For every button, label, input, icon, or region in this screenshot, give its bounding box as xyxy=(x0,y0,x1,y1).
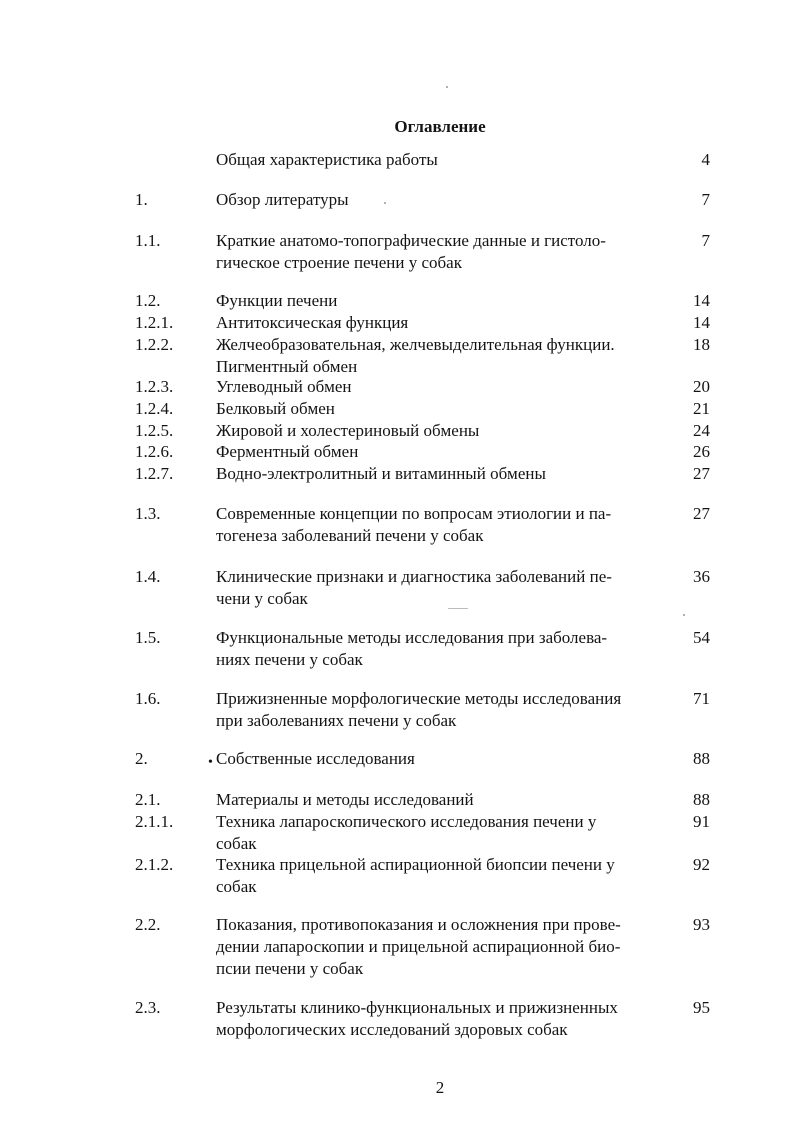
toc-entry-title-line: собак xyxy=(216,834,257,853)
toc-entry-page: 71 xyxy=(693,689,710,708)
scan-speck xyxy=(448,608,468,609)
toc-entry-title-line: чени у собак xyxy=(216,589,308,608)
toc-entry-number: 1. xyxy=(135,190,148,209)
toc-entry-title-line: Белковый обмен xyxy=(216,399,335,418)
toc-entry-title xyxy=(216,376,666,398)
toc-entry-title-line: Собственные исследования xyxy=(216,749,415,768)
toc-entry-title xyxy=(216,627,666,671)
toc-entry-number: 1.6. xyxy=(135,689,161,708)
toc-entry-title-line: Пигментный обмен xyxy=(216,357,358,376)
toc-entry-number: 1.4. xyxy=(135,567,161,586)
toc-entry-title-line: Ферментный обмен xyxy=(216,442,359,461)
toc-entry-title-line: Прижизненные морфологические методы исследования xyxy=(216,689,622,708)
toc-entry-number: 2. xyxy=(135,749,148,768)
toc-entry-number: 2.1.1. xyxy=(135,812,174,831)
toc-entry-number: 2.3. xyxy=(135,998,161,1017)
toc-entry-title-line: Техника прицельной аспирационной биопсии печени у xyxy=(216,855,615,874)
toc-entry-page: 92 xyxy=(693,855,710,874)
toc-entry-number: 1.2. xyxy=(135,291,161,310)
toc-entry-title-line: Современные концепции по вопросам этиологии и па- xyxy=(216,504,612,523)
toc-entry-number: 1.3. xyxy=(135,504,161,523)
toc-entry-title xyxy=(216,334,666,378)
toc-entry-title-line: Краткие анатомо-топографические данные и гистоло- xyxy=(216,231,606,250)
toc-entry-page: 4 xyxy=(701,150,710,169)
toc-entry-title-line: Антитоксическая функция xyxy=(216,313,409,332)
toc-entry-title xyxy=(216,398,666,420)
toc-entry-page: 18 xyxy=(693,335,710,354)
toc-entry-title xyxy=(216,230,666,274)
toc-entry-title xyxy=(216,441,666,463)
toc-entry-title-line: тогенеза заболеваний печени у собак xyxy=(216,526,484,545)
toc-entry-number: 1.1. xyxy=(135,231,161,250)
toc-entry-number: 2.1.2. xyxy=(135,855,174,874)
toc-entry-title xyxy=(216,914,666,980)
toc-entry-title xyxy=(216,420,666,442)
toc-entry-number: 1.2.1. xyxy=(135,313,174,332)
toc-entry-page: 88 xyxy=(693,790,710,809)
toc-entry-title xyxy=(216,566,666,610)
toc-entry-page: 14 xyxy=(693,291,710,310)
toc-entry-title xyxy=(216,503,666,547)
toc-entry-title-line: псии печени у собак xyxy=(216,959,364,978)
toc-entry-number: 2.2. xyxy=(135,915,161,934)
toc-entry-title-line: Функции печени xyxy=(216,291,338,310)
toc-entry-title xyxy=(216,189,666,211)
toc-entry-title-line: ниях печени у собак xyxy=(216,650,363,669)
toc-entry-page: 21 xyxy=(693,399,710,418)
toc-entry-page: 93 xyxy=(693,915,710,934)
toc-entry-title xyxy=(216,748,666,770)
toc-entry-title-line: собак xyxy=(216,877,257,896)
toc-entry-title-line: Водно-электролитный и витаминный обмены xyxy=(216,464,546,483)
toc-entry-title-line: Общая характеристика работы xyxy=(216,150,438,169)
toc-entry-number: 1.2.7. xyxy=(135,464,174,483)
toc-entry-title-line: дении лапароскопии и прицельной аспирационной био- xyxy=(216,937,621,956)
toc-entry-page: 88 xyxy=(693,749,710,768)
toc-entry-page: 14 xyxy=(693,313,710,332)
toc-entry-number: 1.2.5. xyxy=(135,421,174,440)
toc-entry-number: 1.2.2. xyxy=(135,335,174,354)
toc-entry-title-line: Желчеобразовательная, желчевыделительная функции. xyxy=(216,335,615,354)
toc-entry-page: 36 xyxy=(693,567,710,586)
toc-entry-page: 7 xyxy=(701,190,710,209)
toc-entry-number: 1.2.6. xyxy=(135,442,174,461)
toc-entry-page: 26 xyxy=(693,442,710,461)
toc-entry-title xyxy=(216,312,666,334)
toc-entry-title xyxy=(216,789,666,811)
toc-entry-title xyxy=(216,688,666,732)
toc-entry-title xyxy=(216,997,666,1041)
toc-entry-title-line: Углеводный обмен xyxy=(216,377,352,396)
toc-entry-number: 1.2.3. xyxy=(135,377,174,396)
toc-entry-number: 2.1. xyxy=(135,790,161,809)
toc-entry-title-line: Результаты клинико-функциональных и прижизненных xyxy=(216,998,618,1017)
toc-entry-number: 1.2.4. xyxy=(135,399,174,418)
page-number: 2 xyxy=(435,1078,445,1097)
toc-entry-page: 27 xyxy=(693,464,710,483)
toc-entry-page: 54 xyxy=(693,628,710,647)
toc-entry-title-line: Обзор литературы xyxy=(216,190,349,209)
bullet-mark: • xyxy=(208,755,213,770)
toc-title: Оглавление xyxy=(394,117,486,136)
toc-entry-title-line: Техника лапароскопического исследования печени у xyxy=(216,812,597,831)
toc-entry-title-line: Жировой и холестериновый обмены xyxy=(216,421,480,440)
toc-entry-title xyxy=(216,854,666,898)
toc-entry-page: 95 xyxy=(693,998,710,1017)
toc-entry-title-line: Показания, противопоказания и осложнения при прове- xyxy=(216,915,621,934)
toc-entry-page: 27 xyxy=(693,504,710,523)
toc-entry-number: 1.5. xyxy=(135,628,161,647)
toc-entry-page: 24 xyxy=(693,421,710,440)
toc-entry-page: 20 xyxy=(693,377,710,396)
toc-entry-page: 7 xyxy=(701,231,710,250)
toc-entry-title-line: Клинические признаки и диагностика заболеваний пе- xyxy=(216,567,612,586)
toc-entry-title-line: морфологических исследований здоровых собак xyxy=(216,1020,568,1039)
toc-entry-title xyxy=(216,290,666,312)
toc-entry-title xyxy=(216,149,666,171)
toc-entry-page: 91 xyxy=(693,812,710,831)
toc-entry-title-line: при заболеваниях печени у собак xyxy=(216,711,457,730)
scan-speck xyxy=(683,614,685,616)
toc-entry-title xyxy=(216,811,666,855)
toc-entry-title-line: Материалы и методы исследований xyxy=(216,790,474,809)
toc-entry-title-line: Функциональные методы исследования при заболева- xyxy=(216,628,608,647)
scan-speck xyxy=(384,202,386,204)
scan-speck xyxy=(446,86,448,88)
toc-entry-title xyxy=(216,463,666,485)
toc-entry-title-line: гическое строение печени у собак xyxy=(216,253,462,272)
